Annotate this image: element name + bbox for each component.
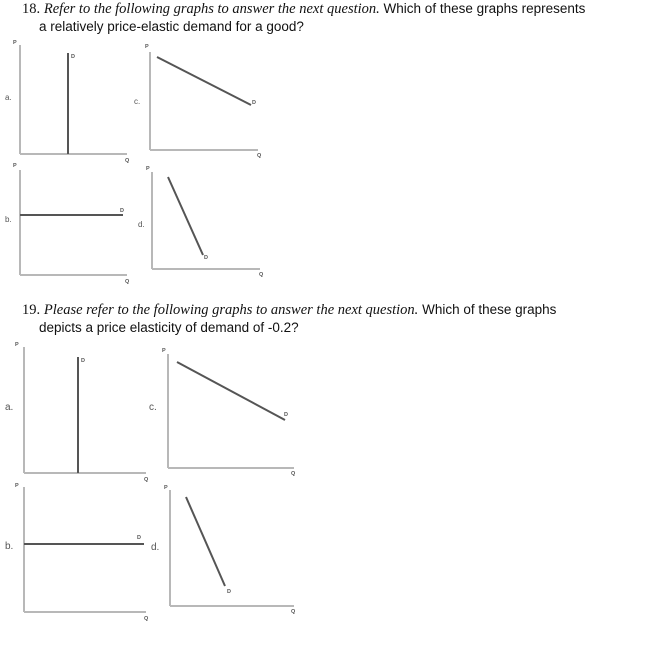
question-number: 19. <box>22 302 41 318</box>
demand-curve <box>186 497 225 586</box>
option-label-d: d. <box>138 220 145 229</box>
question-text-continued: a relatively price-elastic demand for a good? <box>39 19 304 34</box>
demand-curve <box>168 177 203 255</box>
q19-graph-b <box>5 483 149 622</box>
option-label-a: a. <box>5 93 12 102</box>
quantity-axis-label: Q <box>144 616 149 622</box>
demand-label: D <box>204 255 208 261</box>
price-axis-label: P <box>15 342 19 348</box>
quantity-axis-label: Q <box>259 272 264 278</box>
question-text: Which of these graphs represents <box>383 1 586 16</box>
demand-label: D <box>120 208 124 214</box>
q19-graph-a <box>5 342 149 483</box>
option-label-c: c. <box>134 97 141 106</box>
quantity-axis-label: Q <box>125 279 130 285</box>
demand-label: D <box>227 589 231 595</box>
quantity-axis-label: Q <box>125 158 130 164</box>
q19-graph-c <box>149 348 296 477</box>
quantity-axis-label: Q <box>291 609 296 615</box>
q18-graph-c <box>134 44 262 159</box>
price-axis-label: P <box>164 485 168 491</box>
question-lead: Please refer to the following graphs to answer the next question. <box>43 302 419 318</box>
q18-graph-a <box>5 40 130 164</box>
q19-graph-d <box>151 485 296 615</box>
price-axis-label: P <box>146 166 150 172</box>
demand-label: D <box>284 412 288 418</box>
price-axis-label: P <box>145 44 149 50</box>
price-axis-label: P <box>162 348 166 354</box>
question-lead: Refer to the following graphs to answer the next question. <box>43 1 380 17</box>
q18-graph-d <box>138 166 264 278</box>
quantity-axis-label: Q <box>144 477 149 483</box>
option-label-a: a. <box>5 402 14 413</box>
demand-label: D <box>252 100 256 106</box>
question-text: Which of these graphs <box>422 302 557 317</box>
quantity-axis-label: Q <box>291 471 296 477</box>
price-axis-label: P <box>13 163 17 169</box>
demand-label: D <box>71 54 75 60</box>
option-label-c: c. <box>149 402 157 413</box>
q18-graph-b <box>5 163 130 285</box>
quantity-axis-label: Q <box>257 153 262 159</box>
demand-label: D <box>137 535 141 541</box>
price-axis-label: P <box>13 40 17 46</box>
option-label-b: b. <box>5 541 14 552</box>
question-text-continued: depicts a price elasticity of demand of -0.2? <box>39 320 299 335</box>
demand-curve <box>157 57 251 105</box>
option-label-b: b. <box>5 215 12 224</box>
question-number: 18. <box>22 1 41 17</box>
demand-label: D <box>81 358 85 364</box>
price-axis-label: P <box>15 483 19 489</box>
option-label-d: d. <box>151 542 160 553</box>
demand-curve <box>177 362 285 420</box>
